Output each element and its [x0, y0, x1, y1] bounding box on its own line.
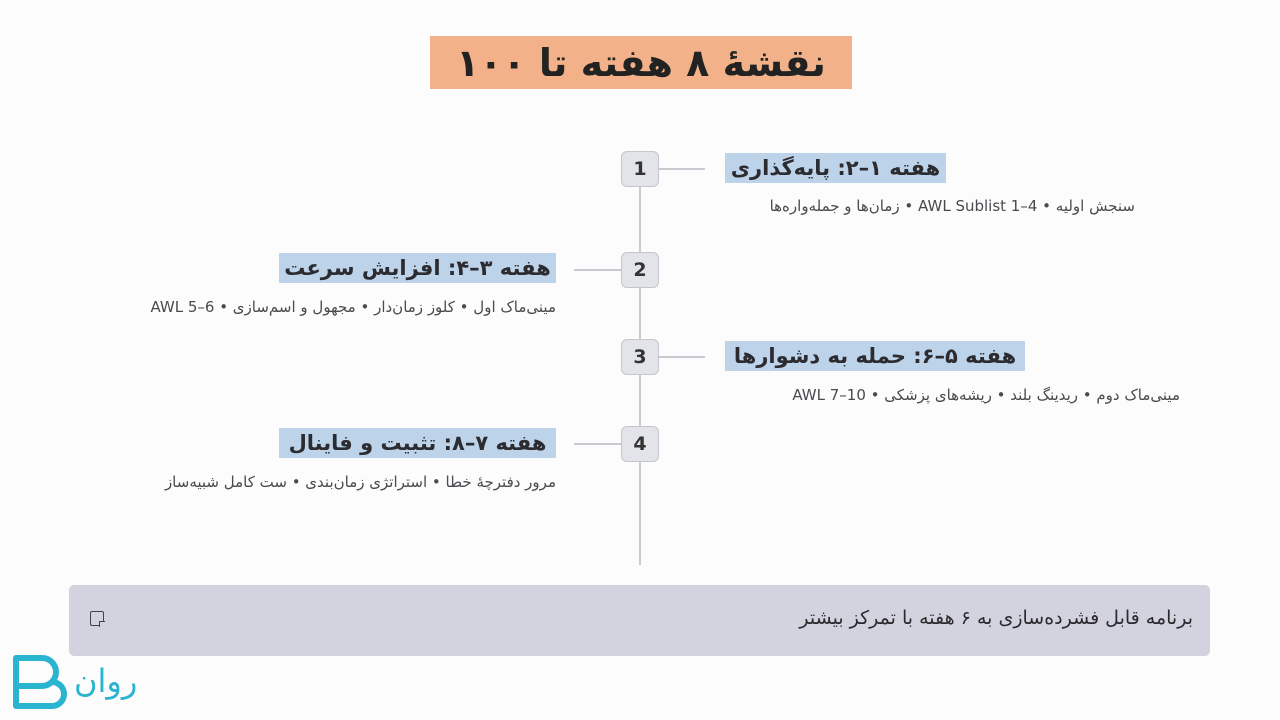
- step-4-number: 4: [621, 426, 659, 462]
- step-3-number: 3: [621, 339, 659, 375]
- note-icon: [90, 611, 104, 626]
- step-4-detail: مرور دفترچهٔ خطا • استراتژی زمان‌بندی • ست کامل شبیه‌ساز: [164, 473, 556, 491]
- page-title: نقشهٔ ۸ هفته تا ۱۰۰: [430, 36, 852, 89]
- note-callout: [69, 585, 1210, 656]
- brand-logo-icon: [12, 654, 68, 712]
- step-1-detail: سنجش اولیه • AWL Sublist 1–4 • زمان‌ها و جمله‌واره‌ها: [769, 197, 1135, 215]
- step-1-number: 1: [621, 151, 659, 187]
- timeline-spine: [639, 185, 641, 565]
- step-3-detail: مینی‌ماک دوم • ریدینگ بلند • ریشه‌های پزشکی • AWL 7–10: [792, 386, 1180, 404]
- step-2-heading: هفته ۳–۴: افزایش سرعت: [279, 253, 556, 283]
- step-2-number: 2: [621, 252, 659, 288]
- step-4-connector: [574, 443, 621, 445]
- step-2-detail: مینی‌ماک اول • کلوز زمان‌دار • مجهول و اسم‌سازی • AWL 5–6: [150, 298, 556, 316]
- brand-logo-text: روان: [74, 662, 138, 700]
- note-text: برنامه قابل فشرده‌سازی به ۶ هفته با تمرکز بیشتر: [799, 607, 1193, 629]
- step-3-connector: [659, 356, 705, 358]
- brand-logo: [12, 654, 142, 714]
- step-1-connector: [659, 168, 705, 170]
- step-3-heading: هفته ۵–۶: حمله به دشوارها: [725, 341, 1025, 371]
- step-4-heading: هفته ۷–۸: تثبیت و فاینال: [279, 428, 556, 458]
- step-2-connector: [574, 269, 621, 271]
- step-1-heading: هفته ۱–۲: پایه‌گذاری: [725, 153, 946, 183]
